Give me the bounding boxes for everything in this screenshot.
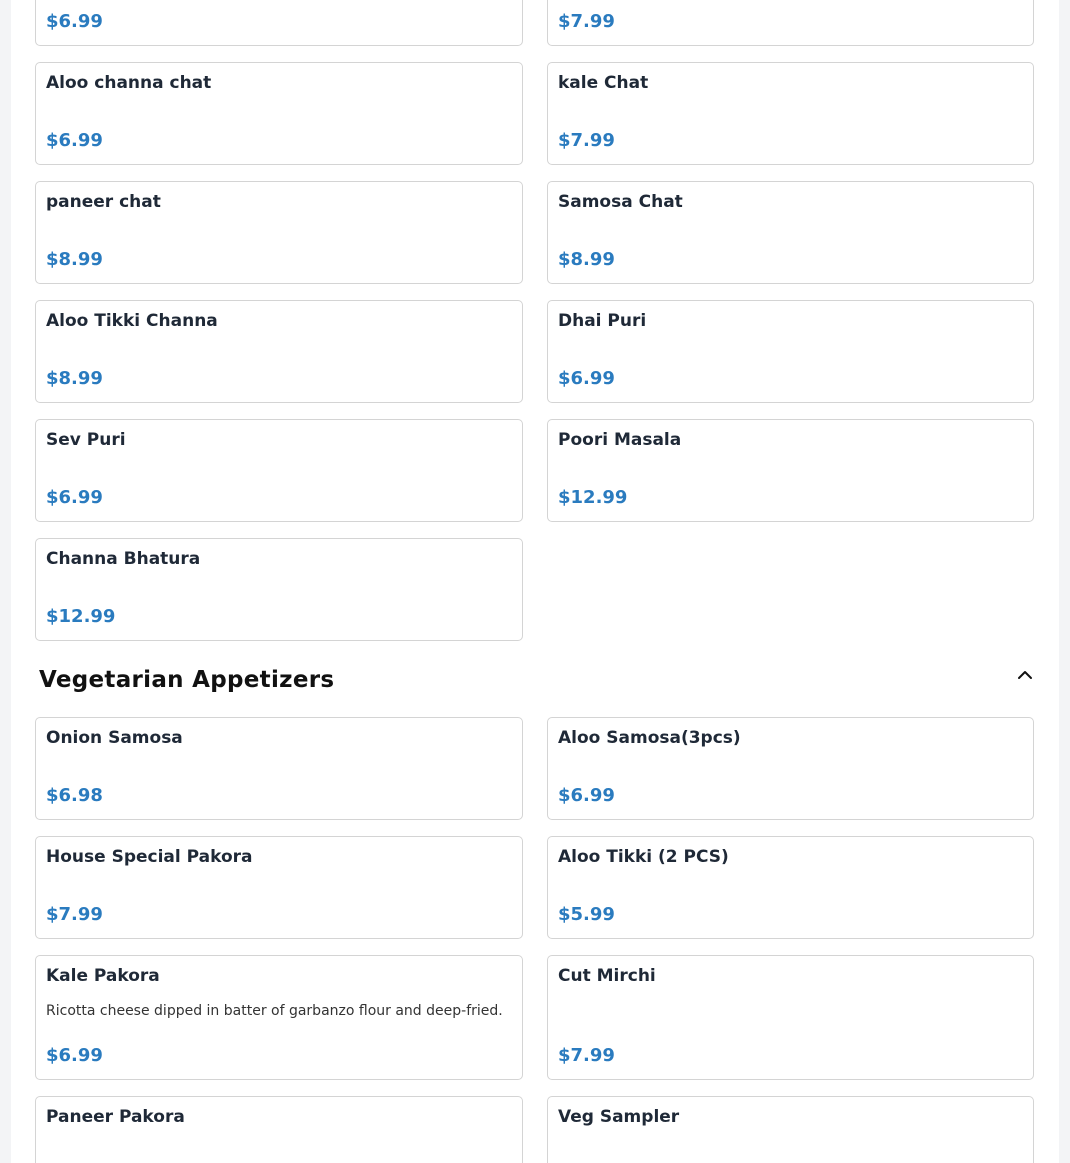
menu-item-card[interactable] (35, 0, 523, 46)
menu-item-card[interactable] (547, 1096, 1034, 1163)
menu-item-name: Poori Masala (558, 430, 682, 450)
menu-item-card[interactable] (547, 955, 1034, 1080)
menu-item-price: $5.99 (558, 904, 615, 925)
menu-item-name: Channa Bhatura (46, 549, 201, 569)
menu-item-card[interactable] (547, 62, 1034, 165)
menu-item-name: Paneer Pakora (46, 1107, 185, 1127)
menu-item-price: $12.99 (46, 606, 116, 627)
menu-item-name: Onion Samosa (46, 728, 183, 748)
menu-item-card[interactable] (35, 955, 523, 1080)
chevron-up-icon (1017, 670, 1033, 680)
menu-item-price: $6.99 (46, 130, 103, 151)
menu-item-card[interactable] (35, 62, 523, 165)
menu-item-card[interactable] (35, 181, 523, 284)
menu-item-price: $6.99 (46, 1045, 103, 1066)
menu-item-card[interactable] (547, 419, 1034, 522)
menu-item-card[interactable] (547, 181, 1034, 284)
menu-item-name: Aloo Tikki (2 PCS) (558, 847, 729, 867)
menu-item-name: Sev Puri (46, 430, 126, 450)
menu-item-price: $7.99 (46, 904, 103, 925)
menu-item-name: Aloo Tikki Channa (46, 311, 218, 331)
menu-item-price: $6.99 (558, 785, 615, 806)
menu-item-price: $8.99 (46, 368, 103, 389)
menu-item-card[interactable] (35, 836, 523, 939)
section-title: Vegetarian Appetizers (39, 667, 335, 693)
menu-item-price: $6.99 (46, 11, 103, 32)
menu-item-name: Samosa Chat (558, 192, 683, 212)
menu-item-price: $6.99 (46, 487, 103, 508)
menu-item-description: Ricotta cheese dipped in batter of garbanzo flour and deep-fried. (46, 1003, 503, 1019)
menu-item-card[interactable] (35, 300, 523, 403)
menu-item-name: Dhai Puri (558, 311, 647, 331)
menu-item-name: Kale Pakora (46, 966, 160, 986)
menu-item-price: $6.99 (558, 368, 615, 389)
section-collapse-button[interactable] (1012, 662, 1038, 688)
menu-item-price: $7.99 (558, 130, 615, 151)
menu-item-card[interactable] (547, 717, 1034, 820)
menu-item-price: $7.99 (558, 1045, 615, 1066)
menu-item-name: Aloo Samosa(3pcs) (558, 728, 741, 748)
menu-item-name: Cut Mirchi (558, 966, 656, 986)
menu-item-card[interactable] (547, 300, 1034, 403)
menu-item-card[interactable] (547, 836, 1034, 939)
menu-item-price: $8.99 (558, 249, 615, 270)
menu-item-card[interactable] (547, 0, 1034, 46)
menu-item-card[interactable] (35, 538, 523, 641)
menu-item-name: Veg Sampler (558, 1107, 680, 1127)
menu-item-name: House Special Pakora (46, 847, 253, 867)
menu-item-card[interactable] (35, 419, 523, 522)
menu-page (11, 0, 1059, 1163)
menu-item-price: $7.99 (558, 11, 615, 32)
menu-item-card[interactable] (35, 1096, 523, 1163)
menu-item-price: $12.99 (558, 487, 628, 508)
menu-item-name: paneer chat (46, 192, 161, 212)
menu-item-card[interactable] (35, 717, 523, 820)
menu-item-price: $8.99 (46, 249, 103, 270)
menu-item-price: $6.98 (46, 785, 103, 806)
menu-item-name: Aloo channa chat (46, 73, 212, 93)
menu-item-name: kale Chat (558, 73, 649, 93)
